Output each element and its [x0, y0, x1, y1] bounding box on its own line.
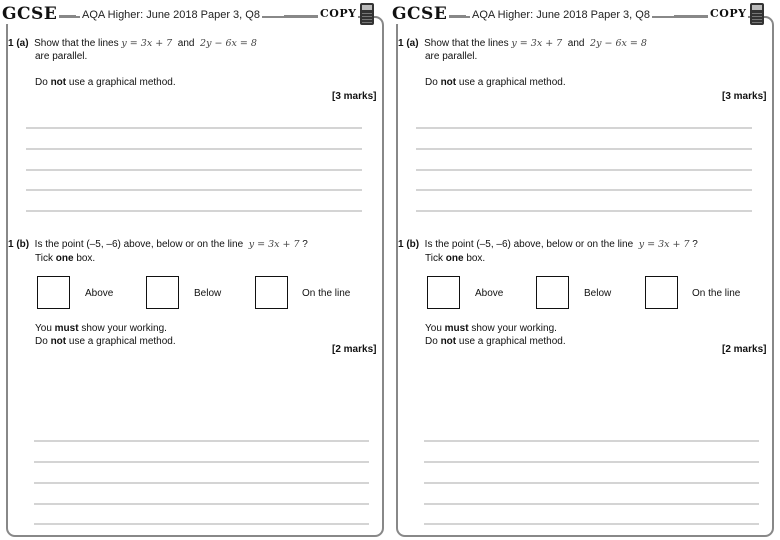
- answer-line[interactable]: [34, 461, 369, 463]
- tick-box-below[interactable]: [146, 276, 179, 309]
- answer-line[interactable]: [34, 503, 369, 505]
- answer-line[interactable]: [416, 127, 752, 129]
- answer-line[interactable]: [26, 127, 362, 129]
- tick-box-above[interactable]: [37, 276, 70, 309]
- tick-box-on-line[interactable]: [255, 276, 288, 309]
- instruction: Do not use a graphical method.: [35, 77, 176, 88]
- option-label: Above: [85, 288, 114, 299]
- marks-label: [2 marks]: [722, 344, 767, 355]
- tick-box-above[interactable]: [427, 276, 460, 309]
- question-number: 1 (a): [398, 38, 419, 49]
- calculator-icon: [360, 3, 374, 25]
- marks-label: [3 marks]: [722, 91, 767, 102]
- question-text: are parallel.: [425, 51, 478, 62]
- question-1a: 1 (a) Show that the lines y = 3x + 7 and 2y − 6x = 8: [8, 38, 257, 49]
- instruction: Do not use a graphical method.: [35, 336, 176, 347]
- option-label: On the line: [692, 288, 741, 299]
- question-number: 1 (b): [398, 239, 420, 250]
- worksheet-right: [390, 0, 778, 540]
- tick-box-on-line[interactable]: [645, 276, 678, 309]
- copy-label: COPY: [710, 7, 747, 20]
- question-number: 1 (a): [8, 38, 29, 49]
- answer-line[interactable]: [34, 523, 369, 525]
- answer-line[interactable]: [416, 148, 752, 150]
- question-1a: 1 (a) Show that the lines y = 3x + 7 and 2y − 6x = 8: [398, 38, 647, 49]
- option-label: Above: [475, 288, 504, 299]
- copy-label: COPY: [320, 7, 357, 20]
- instruction: Do not use a graphical method.: [425, 336, 566, 347]
- answer-line[interactable]: [26, 189, 362, 191]
- option-label: On the line: [302, 288, 351, 299]
- paper-title: AQA Higher: June 2018 Paper 3, Q8: [82, 9, 260, 21]
- header-rule: [674, 15, 710, 17]
- answer-line[interactable]: [416, 210, 752, 212]
- option-label: Below: [584, 288, 612, 299]
- question-text: are parallel.: [35, 51, 88, 62]
- header-rule: [284, 15, 320, 17]
- question-1b: 1 (b) Is the point (–5, –6) above, below or on the line y = 3x + 7 ?: [398, 239, 698, 250]
- answer-line[interactable]: [26, 210, 362, 212]
- equation: y = 3x + 7: [511, 38, 563, 49]
- option-label: Below: [194, 288, 222, 299]
- equation: y = 3x + 7: [638, 239, 690, 250]
- answer-line[interactable]: [424, 482, 759, 484]
- instruction: Tick one box.: [425, 253, 486, 264]
- calculator-icon: [750, 3, 764, 25]
- instruction: You must show your working.: [425, 323, 557, 334]
- answer-line[interactable]: [424, 440, 759, 442]
- instruction: Do not use a graphical method.: [425, 77, 566, 88]
- answer-line[interactable]: [424, 523, 759, 525]
- equation: y = 3x + 7: [121, 38, 173, 49]
- answer-line[interactable]: [416, 169, 752, 171]
- instruction: Tick one box.: [35, 253, 96, 264]
- equation: y = 3x + 7: [248, 239, 300, 250]
- answer-line[interactable]: [416, 189, 752, 191]
- gcse-logo: GCSE: [2, 4, 58, 24]
- answer-line[interactable]: [34, 482, 369, 484]
- answer-line[interactable]: [34, 440, 369, 442]
- equation: 2y − 6x = 8: [200, 38, 257, 49]
- question-number: 1 (b): [8, 239, 30, 250]
- question-1b: 1 (b) Is the point (–5, –6) above, below or on the line y = 3x + 7 ?: [8, 239, 308, 250]
- equation: 2y − 6x = 8: [590, 38, 647, 49]
- paper-title: AQA Higher: June 2018 Paper 3, Q8: [472, 9, 650, 21]
- answer-line[interactable]: [26, 148, 362, 150]
- answer-line[interactable]: [424, 461, 759, 463]
- answer-line[interactable]: [424, 503, 759, 505]
- answer-line[interactable]: [26, 169, 362, 171]
- instruction: You must show your working.: [35, 323, 167, 334]
- gcse-logo: GCSE: [392, 4, 448, 24]
- worksheet-left: [0, 0, 388, 540]
- tick-box-below[interactable]: [536, 276, 569, 309]
- marks-label: [3 marks]: [332, 91, 377, 102]
- marks-label: [2 marks]: [332, 344, 377, 355]
